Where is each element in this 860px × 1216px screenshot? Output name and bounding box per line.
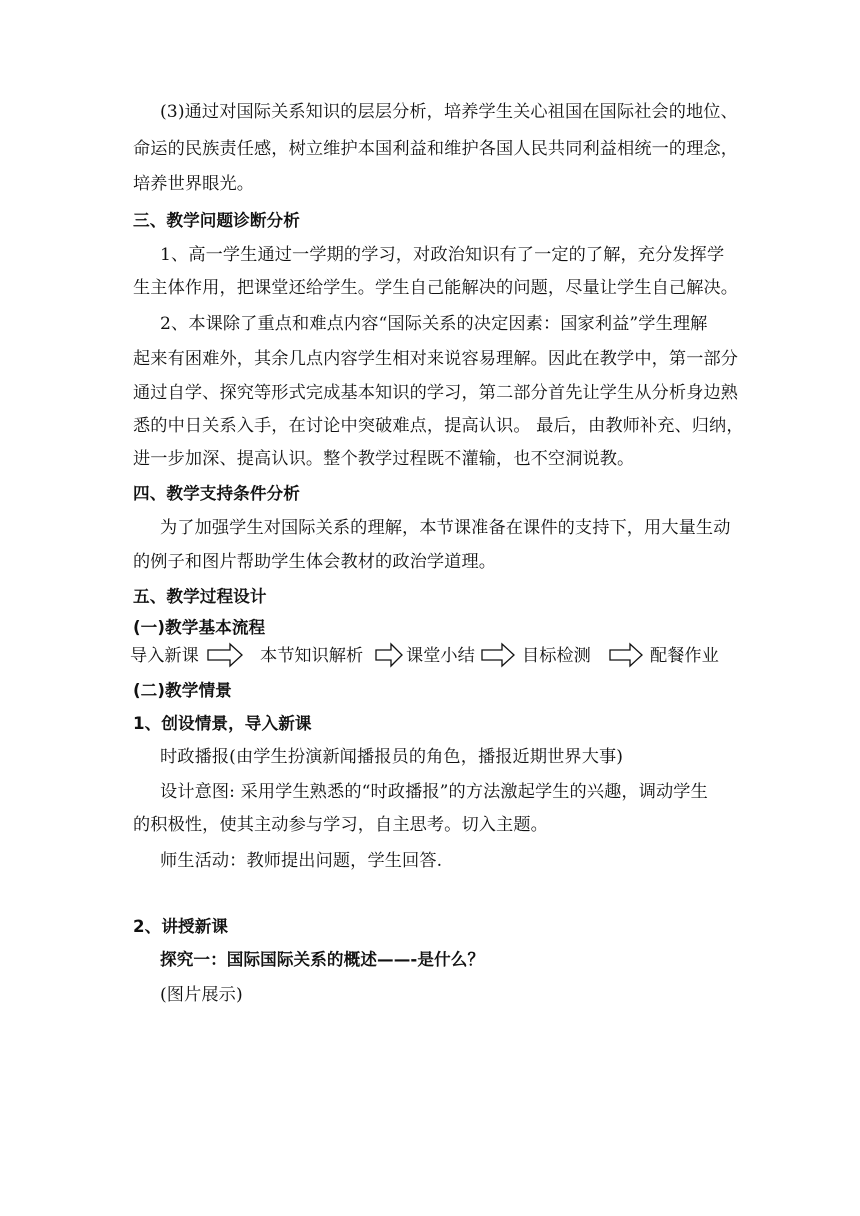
heading-process-design: 五、教学过程设计 [133, 587, 267, 606]
objective-3-line-1: (3)通过对国际关系知识的层层分析，培养学生关心祖国在国际社会的地位、 [160, 102, 738, 122]
diagnosis-1-line-1: 1、高一学生通过一学期的学习，对政治知识有了一定的了解，充分发挥学 [160, 245, 725, 265]
diagnosis-2-line-5: 进一步加深、提高认识。整个教学过程既不灌输，也不空洞说教。 [133, 449, 635, 469]
design-intent-line-2: 的积极性，使其主动参与学习，自主思考。切入主题。 [133, 815, 548, 835]
heading-new-lesson: 2、讲授新课 [133, 917, 229, 936]
heading-problem-diagnosis: 三、教学问题诊断分析 [133, 211, 300, 230]
flow-arrow-icon [608, 642, 644, 668]
flow-step-1: 导入新课 [130, 646, 199, 666]
flow-arrow-icon [374, 642, 404, 668]
flow-step-2: 本节知识解析 [260, 646, 364, 666]
flow-step-4: 目标检测 [522, 646, 591, 666]
heading-basic-flow: (一)教学基本流程 [133, 618, 266, 637]
diagnosis-2-line-4: 悉的中日关系入手，在讨论中突破难点，提高认识。 最后，由教师补充、归纳， [133, 416, 744, 436]
diagnosis-1-line-2: 生主体作用，把课堂还给学生。学生自己能解决的问题，尽量让学生自己解决。 [133, 278, 739, 298]
picture-display-note: (图片展示) [160, 985, 243, 1005]
diagnosis-2-line-1: 2、本课除了重点和难点内容“国际关系的决定因素：国家利益”学生理解 [160, 314, 708, 334]
flow-step-5: 配餐作业 [650, 646, 719, 666]
teaching-flow [130, 642, 730, 670]
diagnosis-2-line-2: 起来有困难外，其余几点内容学生相对来说容易理解。因此在教学中，第一部分 [133, 349, 739, 369]
heading-create-scenario: 1、创设情景，导入新课 [133, 714, 312, 733]
flow-arrow-icon [206, 642, 244, 668]
explore-1-heading: 探究一：国际国际关系的概述——-是什么？ [160, 950, 485, 969]
diagnosis-2-line-3: 通过自学、探究等形式完成基本知识的学习，第二部分首先让学生从分析身边熟 [133, 383, 739, 403]
support-line-2: 的例子和图片帮助学生体会教材的政治学道理。 [133, 552, 497, 572]
flow-step-3: 课堂小结 [406, 646, 475, 666]
design-intent-line-1: 设计意图: 采用学生熟悉的“时政播报”的方法激起学生的兴趣，调动学生 [160, 782, 708, 802]
flow-arrow-icon [480, 642, 516, 668]
objective-3-line-3: 培养世界眼光。 [133, 174, 255, 194]
heading-support-conditions: 四、教学支持条件分析 [133, 484, 300, 503]
support-line-1: 为了加强学生对国际关系的理解，本节课准备在课件的支持下，用大量生动 [160, 518, 731, 538]
activity-line: 师生活动：教师提出问题，学生回答. [160, 851, 443, 871]
news-broadcast-line: 时政播报(由学生扮演新闻播报员的角色，播报近期世界大事) [160, 747, 624, 767]
heading-teaching-scenario: (二)教学情景 [133, 681, 232, 700]
objective-3-line-2: 命运的民族责任感，树立维护本国利益和维护各国人民共同利益相统一的理念， [133, 139, 739, 159]
